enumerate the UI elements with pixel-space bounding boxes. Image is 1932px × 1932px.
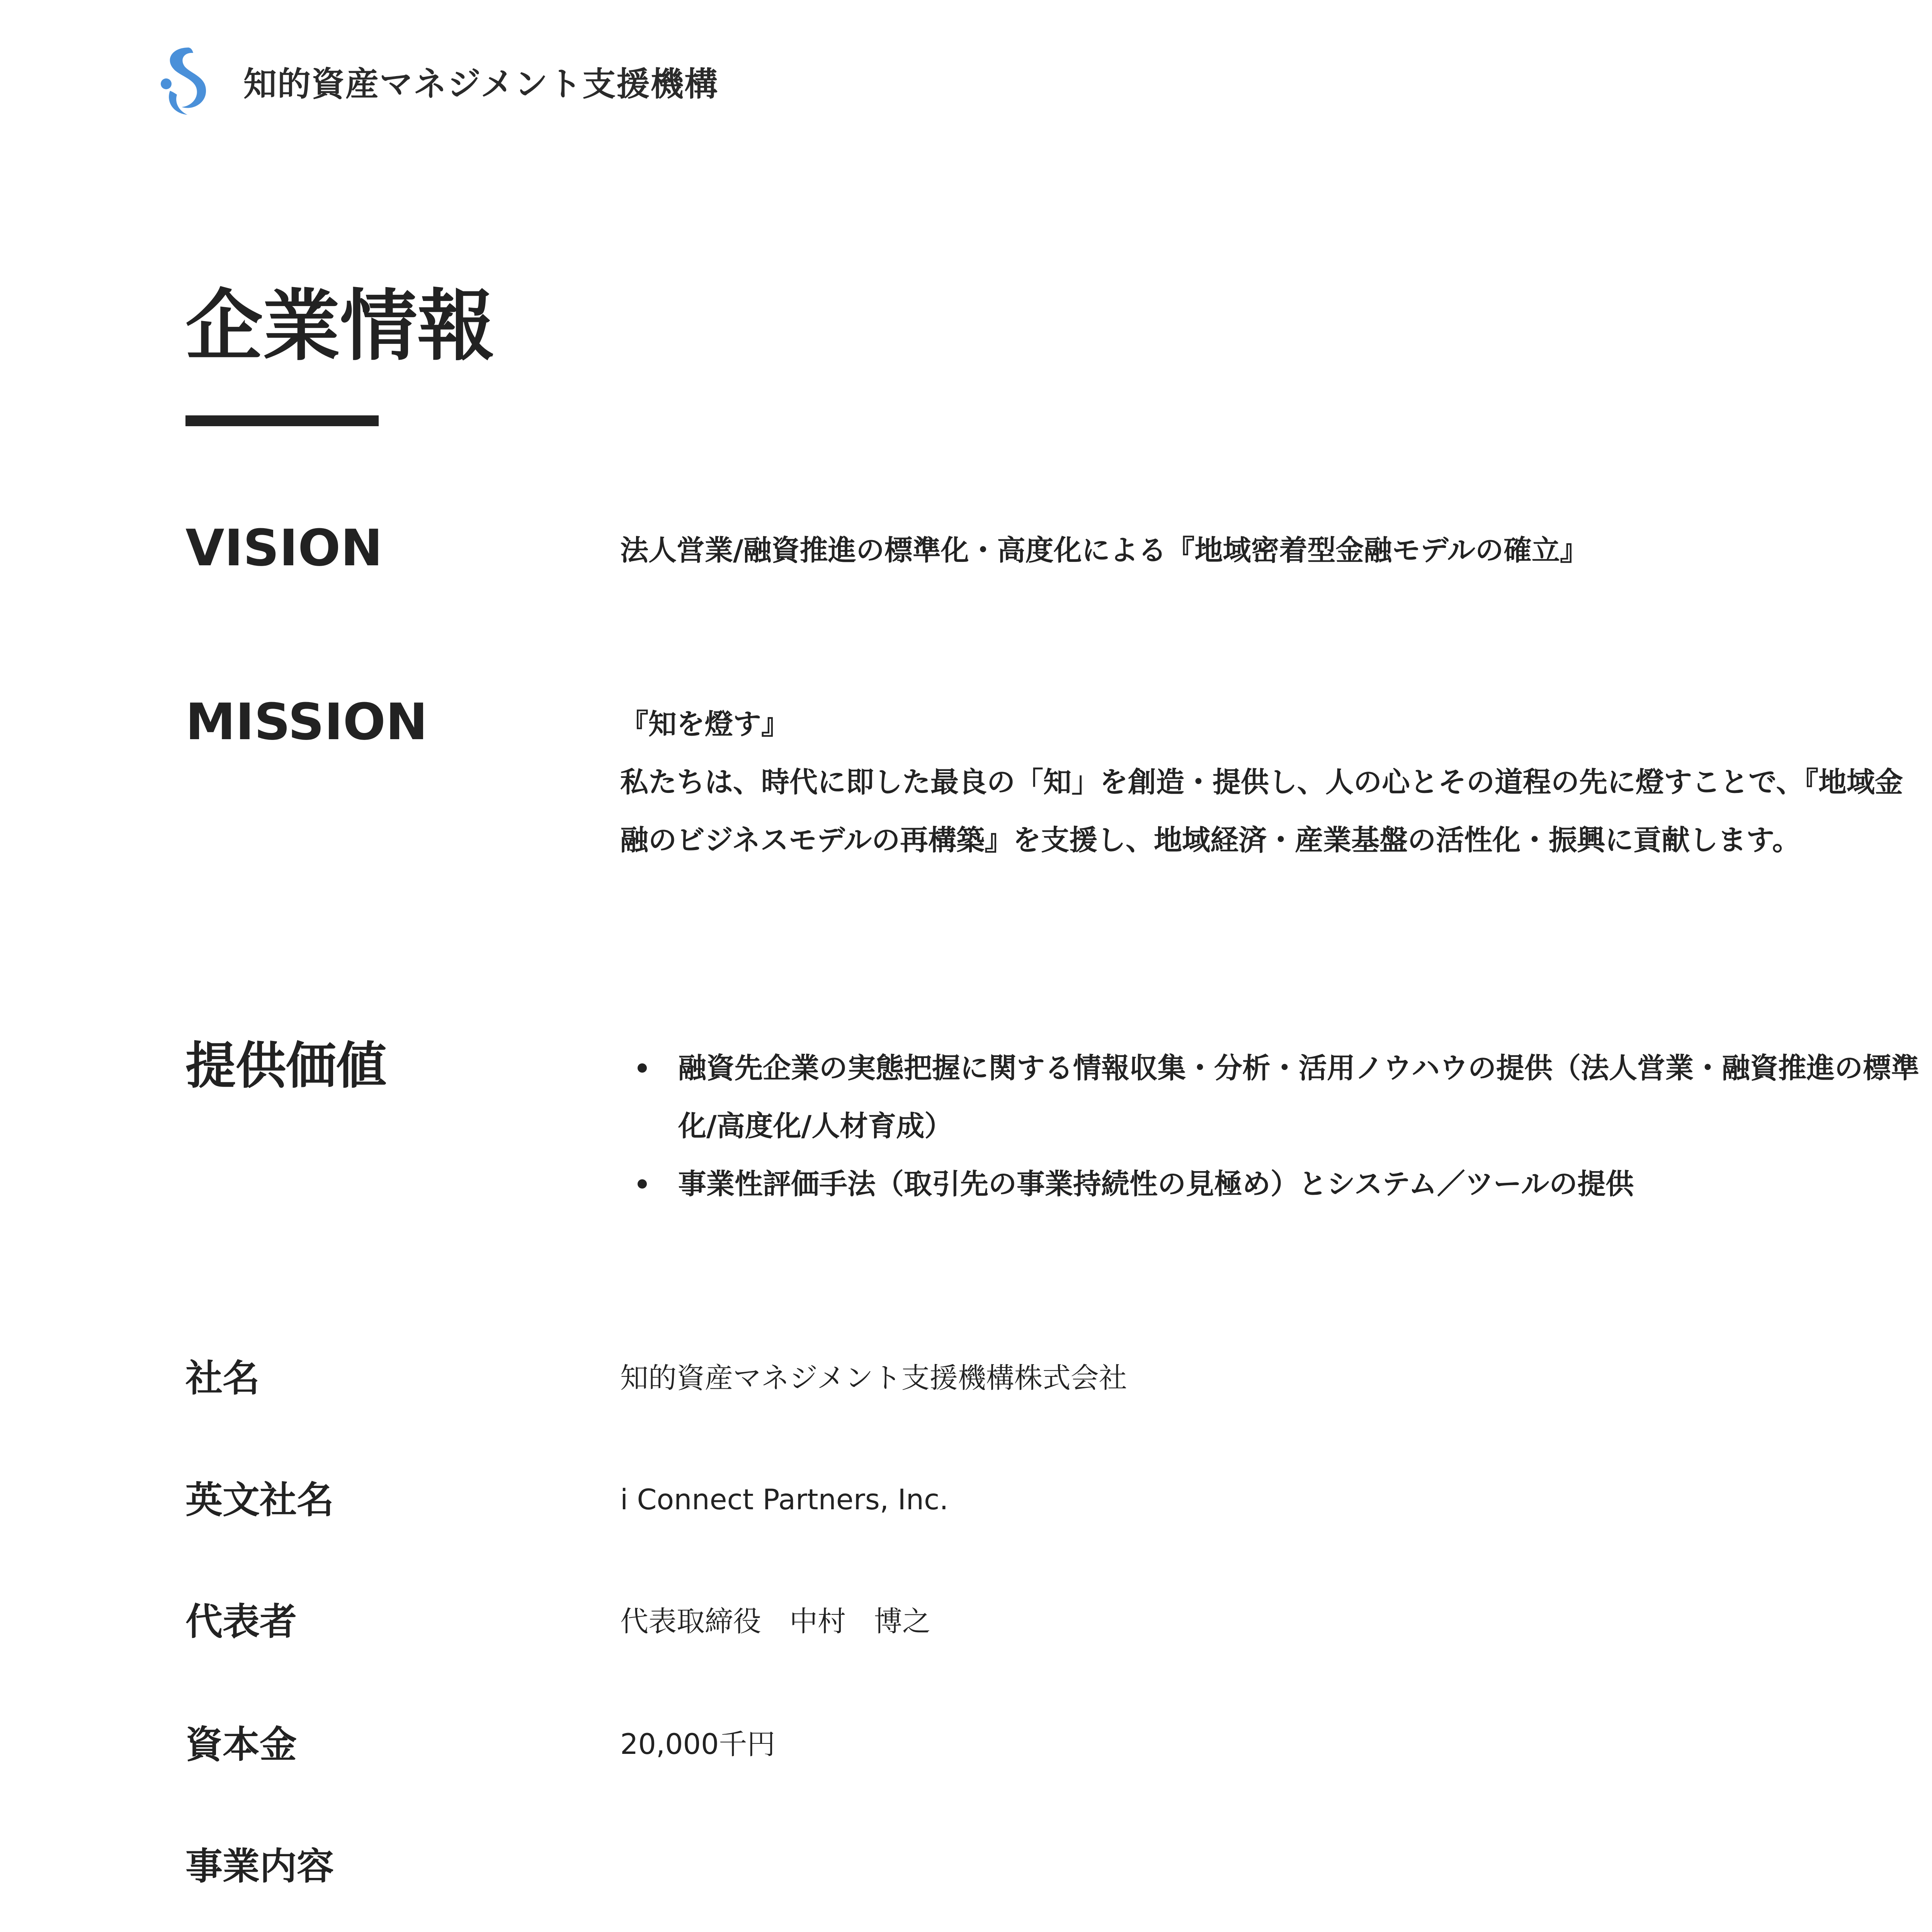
business-value: [620, 1844, 1932, 1932]
mission-line: 『知を燈す』: [620, 708, 789, 741]
logo-mark-icon[interactable]: [155, 44, 213, 118]
capital-label: 資本金: [185, 1723, 297, 1766]
value-list-wrap: [620, 1039, 1932, 1213]
site-header: [155, 43, 718, 120]
representative-value: 代表取締役 中村 博之: [620, 1605, 930, 1638]
list-item-line: 事業性評価手法（取引先の事業持続性の見極め）とシステム／ツールの提供: [678, 1168, 1634, 1201]
vision-line: 法人営業/融資推進の標準化・高度化による『地域密着型金融モデルの確立』: [620, 534, 1588, 567]
company-name-value: 知的資産マネジメント支援機構株式会社: [620, 1362, 1127, 1395]
value-list: [620, 1039, 1932, 1213]
mission-line: 融のビジネスモデルの再構築』を支援し、地域経済・産業基盤の活性化・振興に貢献します。: [620, 824, 1801, 857]
capital-value: 20,000千円: [620, 1728, 776, 1761]
company-en-name-label: 英文社名: [185, 1478, 334, 1522]
business-label: 事業内容: [185, 1845, 334, 1888]
list-item-line: 融資先企業の実態把握に関する情報収集・分析・活用ノウハウの提供（法人営業・融資推進の標準: [678, 1052, 1919, 1085]
value-label: 提供価値: [185, 1036, 387, 1095]
vision-label: VISION: [185, 519, 383, 577]
page-title: 企業情報: [185, 281, 495, 371]
mission-line: 私たちは、時代に即した最良の「知」を創造・提供し、人の心とその道程の先に燈すことで、『地域金: [620, 766, 1903, 799]
bullet-icon: [638, 1063, 647, 1073]
vision-text: [620, 522, 1932, 580]
list-item: [620, 1155, 1932, 1213]
list-item: [620, 1039, 1932, 1155]
representative-label: 代表者: [185, 1600, 297, 1643]
bullet-icon: [638, 1179, 647, 1189]
title-underline: [185, 415, 379, 426]
company-name-label: 社名: [185, 1357, 260, 1400]
brand-name[interactable]: 知的資産マネジメント支援機構: [243, 65, 719, 104]
list-item-line: 化/高度化/人材育成）: [678, 1110, 953, 1143]
mission-label: MISSION: [185, 692, 428, 751]
company-en-name-value: i Connect Partners, Inc.: [620, 1483, 949, 1516]
mission-text: [620, 696, 1932, 869]
